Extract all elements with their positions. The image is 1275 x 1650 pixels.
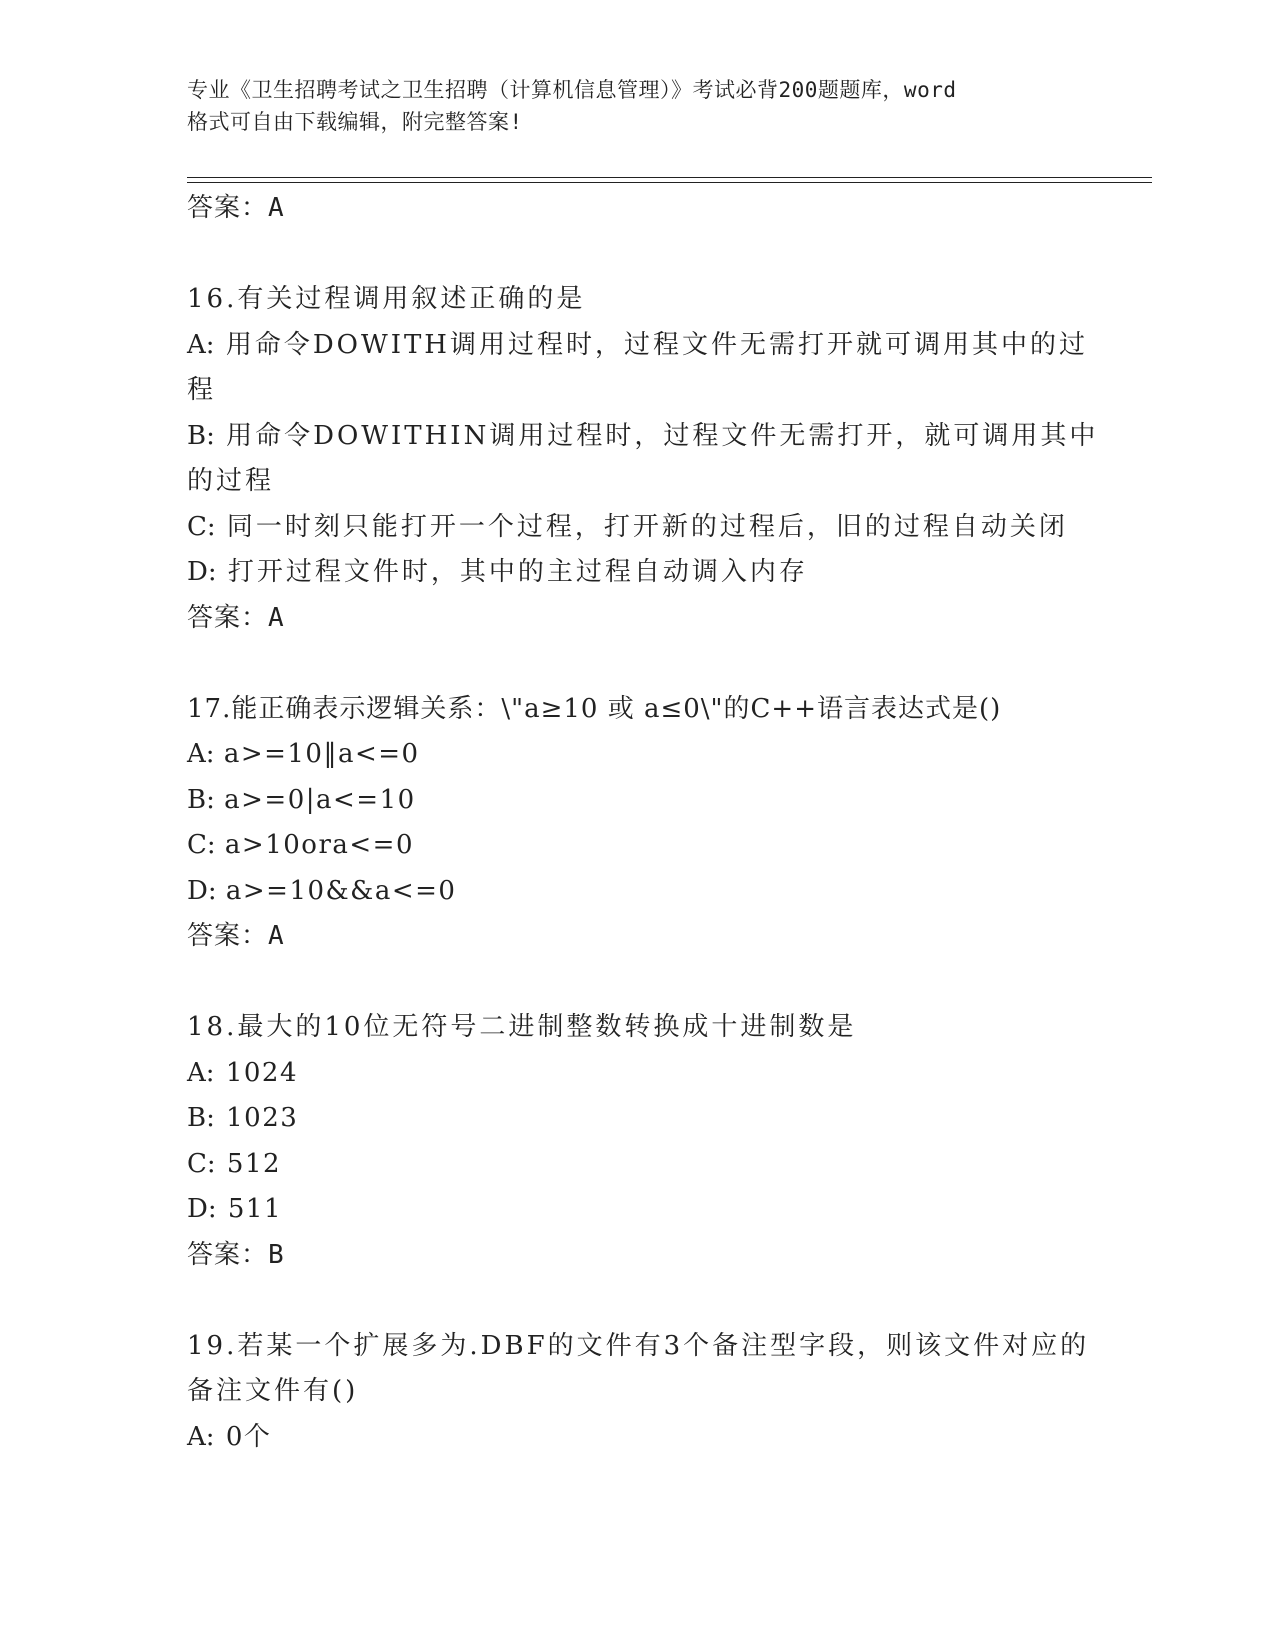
option-b	[187, 778, 1087, 824]
option-text: 同一时刻只能打开一个过程，打开新的过程后，旧的过程自动关闭	[226, 511, 1068, 542]
option-text: 511	[227, 1194, 283, 1224]
document-header	[187, 74, 1107, 138]
option-text: a>10ora<=0	[224, 830, 414, 860]
option-d	[187, 550, 1087, 596]
answer-line	[187, 596, 1087, 642]
option-text: 1023	[226, 1103, 299, 1133]
answer-value: B	[268, 1239, 285, 1270]
option-a	[187, 1051, 1087, 1097]
option-key: A:	[187, 329, 215, 360]
option-key: B:	[187, 420, 215, 451]
option-text: 512	[226, 1148, 282, 1179]
option-text: a>=10‖a<=0	[223, 739, 420, 769]
option-key: A:	[187, 1057, 215, 1088]
spacer	[187, 960, 1087, 1006]
header-divider-top	[187, 177, 1152, 178]
option-key: C:	[187, 1148, 216, 1179]
option-text: 用命令DOWITH调用过程时，过程文件无需打开就可调用其中的过	[225, 329, 1088, 360]
option-b-continued: 的过程	[187, 466, 275, 496]
option-c	[187, 1142, 1087, 1188]
answer-line-15	[187, 186, 1087, 232]
spacer	[187, 641, 1087, 687]
question-16	[187, 277, 1099, 641]
option-c	[187, 823, 1087, 869]
option-text: 用命令DOWITHIN调用过程时，过程文件无需打开，就可调用其中	[226, 420, 1099, 451]
answer-label: 答案：	[187, 193, 269, 223]
option-a-continued: 程	[187, 375, 217, 405]
header-line-2: 格式可自由下载编辑，附完整答案!	[187, 110, 523, 134]
question-stem: 19.若某一个扩展多为.DBF的文件有3个备注型字段，则该文件对应的	[187, 1330, 1090, 1361]
answer-line	[187, 1233, 1087, 1279]
answer-label: 答案：	[187, 602, 269, 633]
option-text: 1024	[225, 1057, 298, 1088]
option-key: D:	[187, 557, 217, 587]
header-line-1: 专业《卫生招聘考试之卫生招聘（计算机信息管理）》考试必背200题题库，word	[187, 78, 957, 102]
answer-label: 答案：	[187, 1239, 269, 1270]
answer-line	[187, 914, 1087, 960]
option-b	[187, 414, 1099, 460]
option-a	[187, 732, 1087, 778]
option-d	[187, 869, 1087, 915]
option-text: a>=0|a<=10	[224, 784, 416, 815]
question-18	[187, 1005, 1087, 1278]
question-stem: 16.有关过程调用叙述正确的是	[187, 284, 586, 314]
option-key: B:	[187, 1103, 215, 1133]
answer-label: 答案：	[187, 921, 269, 951]
option-d	[187, 1187, 1087, 1233]
question-stem: 18.最大的10位无符号二进制整数转换成十进制数是	[187, 1012, 857, 1042]
question-17	[187, 687, 1087, 960]
answer-value: A	[268, 193, 285, 223]
spacer	[187, 232, 1087, 278]
option-text: a>=10&&a<=0	[225, 875, 457, 906]
option-c	[187, 505, 1087, 551]
option-key: B:	[187, 784, 215, 815]
answer-value: A	[268, 921, 285, 951]
option-key: D:	[187, 875, 217, 906]
option-key: C:	[187, 511, 216, 542]
question-19	[187, 1324, 1090, 1461]
answer-value: A	[268, 602, 285, 633]
spacer	[187, 1278, 1087, 1324]
option-text: 0个	[225, 1421, 272, 1452]
option-key: A:	[187, 739, 215, 769]
option-text: 打开过程文件时，其中的主过程自动调入内存	[227, 557, 808, 587]
option-key: D:	[187, 1194, 217, 1224]
option-a	[187, 323, 1087, 369]
option-b	[187, 1096, 1087, 1142]
option-a	[187, 1415, 1087, 1461]
document-body	[187, 186, 1099, 1460]
header-divider-bottom	[187, 182, 1152, 183]
question-stem-continued: 备注文件有()	[187, 1376, 359, 1406]
option-key: C:	[187, 830, 216, 860]
question-stem: 17.能正确表示逻辑关系：\"a≥10 或 a≤0\"的C++语言表达式是()	[187, 693, 1002, 724]
option-key: A:	[187, 1421, 215, 1452]
